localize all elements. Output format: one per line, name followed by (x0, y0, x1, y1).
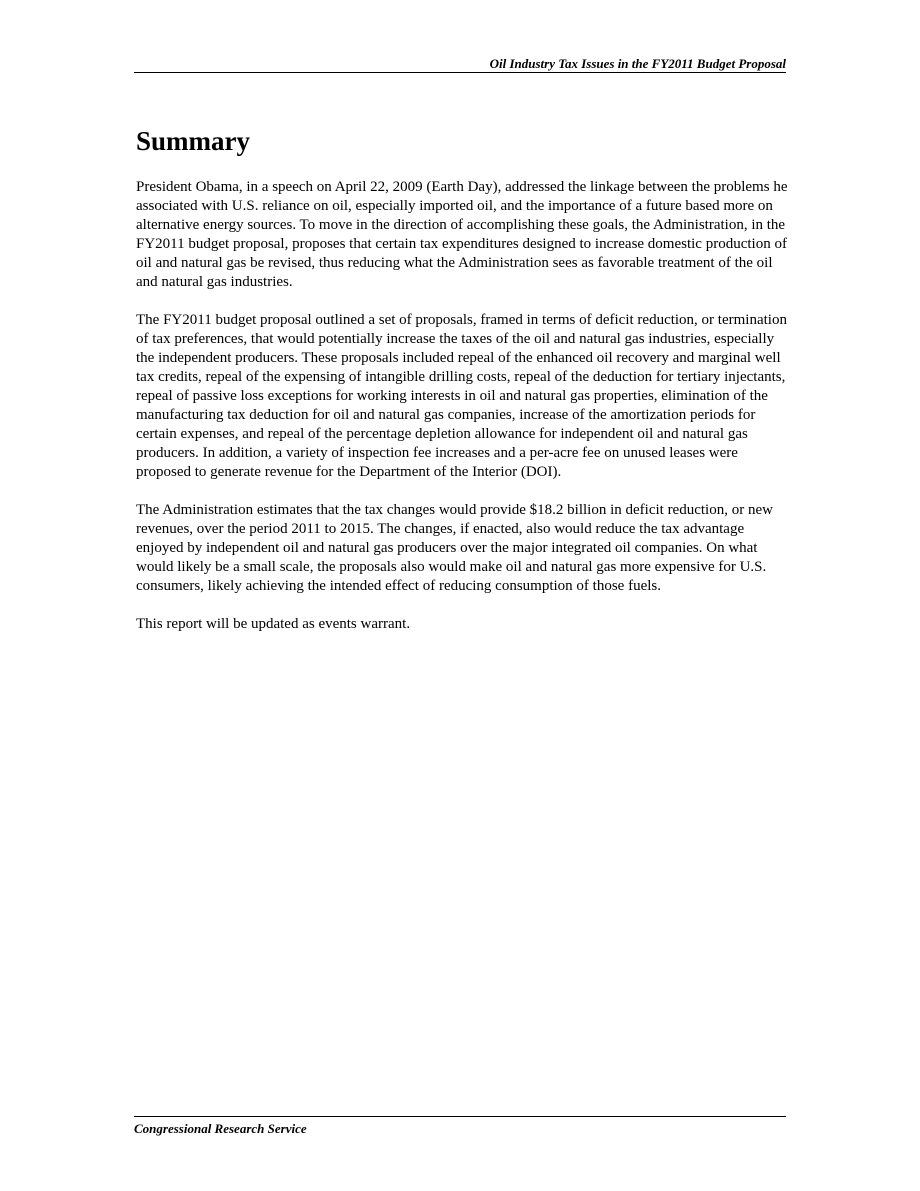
summary-paragraph-2: The FY2011 budget proposal outlined a set of proposals, framed in terms of deficit reduction, or termination of tax preferences, that would potentially increase the taxes of the oil and natural gas industries, especially the independent producers. These proposals included repeal of the enhanced oil recovery and marginal well tax credits, repeal of the expensing of intangible drilling costs, repeal of the deduction for tertiary injectants, repeal of passive loss exceptions for working interests in oil and natural gas properties, elimination of the manufacturing tax deduction for oil and natural gas companies, increase of the amortization periods for certain expenses, and repeal of the percentage depletion allowance for independent oil and natural gas producers. In addition, a variety of inspection fee increases and a per-acre fee on unused leases were proposed to generate revenue for the Department of the Interior (DOI). (136, 312, 787, 480)
summary-paragraph-4: This report will be updated as events warrant. (136, 616, 411, 632)
section-title: Summary (136, 126, 250, 156)
running-footer: Congressional Research Service (134, 1116, 786, 1137)
summary-paragraph-3: The Administration estimates that the tax changes would provide $18.2 billion in deficit reduction, or new revenues, over the period 2011 to 2015. The changes, if enacted, also would reduce the tax advantage enjoyed by independent oil and natural gas producers over the major integrated oil companies. On what would likely be a small scale, the proposals also would make oil and natural gas more expensive for U.S. consumers, likely achieving the intended effect of reducing consumption of those fuels. (136, 502, 773, 594)
summary-paragraph-1: President Obama, in a speech on April 22, 2009 (Earth Day), addressed the linkage between the problems he associated with U.S. reliance on oil, especially imported oil, and the importance of a future based more on alternative energy sources. To move in the direction of accomplishing these goals, the Administration, in the FY2011 budget proposal, proposes that certain tax expenditures designed to increase domestic production of oil and natural gas be revised, thus reducing what the Administration sees as favorable treatment of the oil and natural gas industries. (136, 179, 788, 290)
running-header: Oil Industry Tax Issues in the FY2011 Budget Proposal (134, 56, 786, 73)
page-body (136, 124, 788, 653)
